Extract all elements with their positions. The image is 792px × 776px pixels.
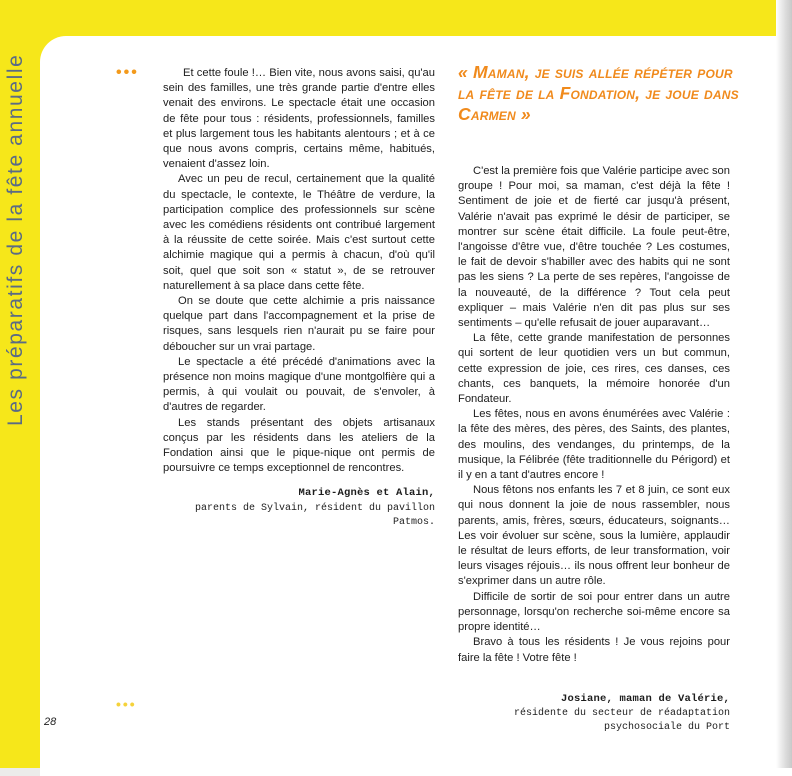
right-signature [458, 692, 730, 735]
left-signature [163, 486, 435, 529]
decorative-dots-icon: ••• [116, 64, 139, 81]
right-article [458, 164, 730, 735]
paragraph: La fête, cette grande manifestation de personnes qui sortent de leur quotidien vers un but commun, cette expression de joie, ces rires, ces danses, ces chants, ces banquets, la mémoire honorée d'un Fondateur. [458, 332, 730, 406]
signature-detail: parents de Sylvain, résident du pavillon Patmos. [194, 502, 435, 528]
page-number: 28 [44, 716, 57, 728]
page-crease [776, 0, 792, 768]
paragraph: Avec un peu de recul, certainement que la qualité du spectacle, le contexte, le Théâtre de verdure, la participation complice des professionnels sur scène avec les comédiens résidents ont contribué largement à la réussite de cette soirée. Mais c'est surtout cette alchimie magique qui a permis à chacun, d'où qu'il soit, quel que soit son « statut », de se retrouver naturellement à sa place dans cette fête. [163, 173, 435, 292]
paragraph: Nous fêtons nos enfants les 7 et 8 juin, ce sont eux qui nous donnent la joie de nous rassembler, nous parents, amis, frères, sœurs, éducateurs, soignants… Les voir évoluer sur scène, sous la lumière, applaudir le résultat de leurs efforts, de leur transformation, voir leurs visages réjouis… ils nous offrent leur bonheur de s'exprimer dans un autre rôle. [458, 484, 730, 588]
signature-name: Marie-Agnès et Alain, [298, 487, 435, 500]
paragraph: Les stands présentant des objets artisanaux conçus par les résidents dans les ateliers de la Fondation ainsi que le pique-nique ont permis de poursuivre ce temps exceptionnel de rencontres. [163, 416, 435, 475]
decorative-dots-bottom-icon: ••• [116, 696, 137, 712]
left-article [163, 66, 435, 530]
paragraph: Les fêtes, nous en avons énumérées avec Valérie : la fête des mères, des pères, des Saints, des plantes, des moulins, des vendanges, du printemps, de la musique, la Félibrée (fête traditionnelle du Périgord) et il y en a tant d'autres encore ! [458, 408, 730, 482]
paragraph: C'est la première fois que Valérie participe avec son groupe ! Pour moi, sa maman, c'est déjà la fête ! Sentiment de joie et de fierté car jusqu'à présent, Valérie n'avait pas exprimé le désir de participer, se montrer sur scène était difficile. La foule peut-être, l'angoisse d'être vue, d'être touchée ? Les costumes, le fait de devoir s'habiller avec des habits qui ne sont pas les siens ? La perte de ses repères, l'angoisse de la nouveauté, de la différence ? Tout cela peut expliquer – mais Valérie n'en dit pas plus sur ses sentiments – qu'elle refusait de jouer auparavant… [458, 165, 730, 330]
paragraph: Difficile de sortir de soi pour entrer dans un autre personnage, lorsqu'on recherche soi-même encore sa propre identité… [458, 590, 730, 634]
pull-quote: « Maman, je suis allée répéter pour la fête de la Fondation, je joue dans Carmen » [458, 62, 739, 124]
signature-detail: psychosociale du Port [603, 721, 730, 733]
signature-detail: résidente du secteur de réadaptation [513, 707, 730, 719]
paragraph: Le spectacle a été précédé d'animations avec la présence non moins magique d'une montgolfière qui a permis, à qui voulait ou pouvait, de s'envoler, à d'autres de regarder. [163, 355, 435, 414]
paragraph: Bravo à tous les résidents ! Je vous rejoins pour faire la fête ! Votre fête ! [458, 636, 730, 664]
section-title: Les préparatifs de la fête annuelle [4, 53, 27, 427]
paragraph: On se doute que cette alchimie a pris naissance quelque part dans l'accompagnement et la prise de risques, sans lesquels rien n'aurait pu se faire pour déboucher sur un vrai partage. [163, 295, 435, 353]
signature-name: Josiane, maman de Valérie, [560, 692, 730, 705]
paragraph: Et cette foule !… Bien vite, nous avons saisi, qu'au sein des familles, une très grande partie d'entre elles venait des environs. Le spectacle était une occasion de fête pour tous : résidents, professionnels, familles et plus largement tous les habitants alentours ; et à ce que nous avons compris, certains même, habitués, venaient d'assez loin. [163, 67, 435, 171]
